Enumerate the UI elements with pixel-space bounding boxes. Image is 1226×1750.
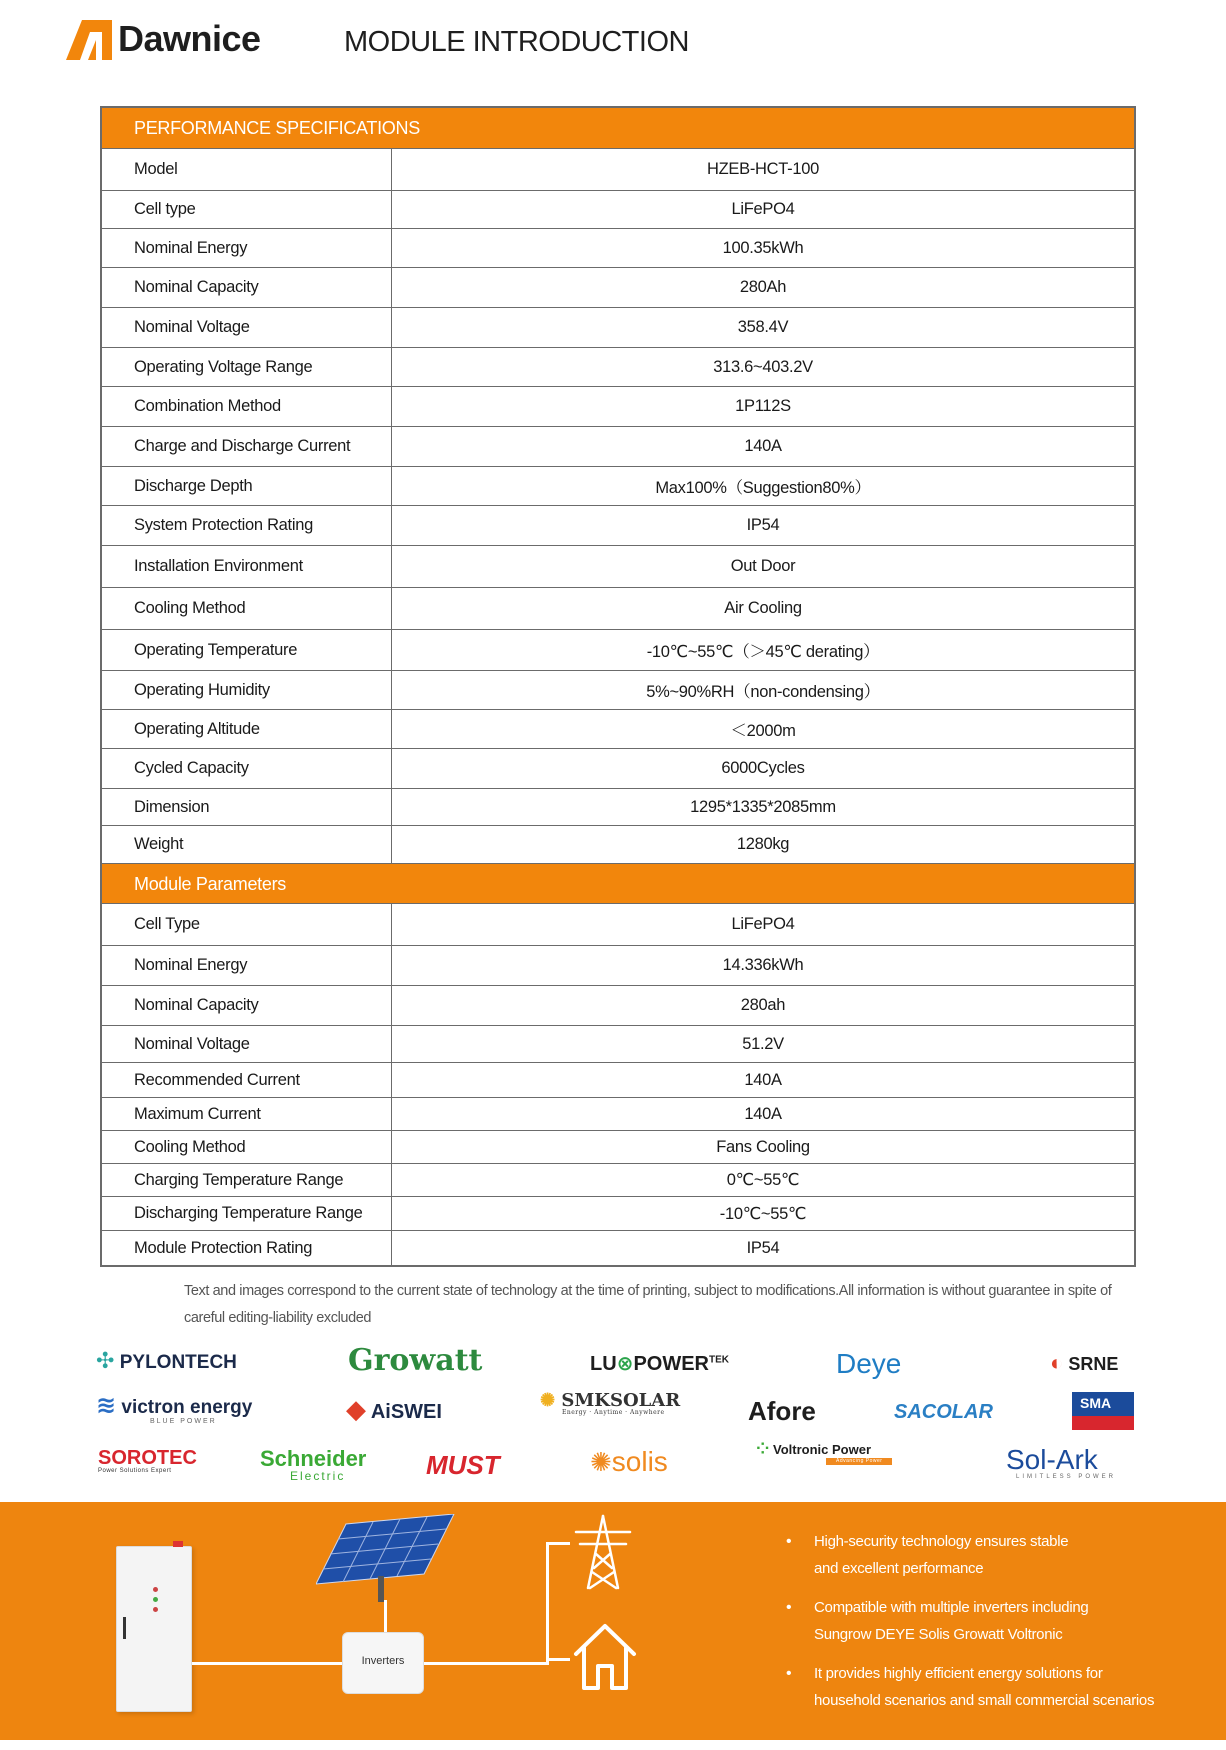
row-value: 1P112S [735,397,791,415]
smk-sun-icon: ✺ [540,1390,556,1411]
inverter-box: Inverters [342,1632,424,1694]
table-row [102,387,1134,427]
bullet-text: Sungrow DEYE Solis Growatt Voltronic [814,1626,1063,1643]
schneider-logo: Schneider Electric [260,1446,367,1483]
row-value: LiFePO4 [731,200,795,218]
row-value: IP54 [746,516,780,534]
wire-to-house [546,1658,570,1661]
solis-sun-icon: ✺ [590,1447,612,1477]
table-row [102,946,1134,986]
table-row [102,1063,1134,1098]
luxpower-x-icon: ⊗ [616,1353,634,1375]
row-value: 140A [744,1070,782,1089]
row-label: Dimension [102,789,392,825]
table-row [102,546,1134,588]
wire-bus-vertical [546,1542,549,1665]
row-label: Operating Temperature [102,630,392,670]
row-value: 0℃~55℃ [726,1171,800,1189]
bullet-text: household scenarios and small commercial scenarios [814,1692,1155,1709]
table-row [102,826,1134,863]
row-label: Nominal Voltage [102,308,392,347]
row-label: Cycled Capacity [102,749,392,788]
row-label: Discharging Temperature Range [102,1197,392,1230]
table-row [102,1131,1134,1164]
voltronic-logo: ⁘ Voltronic Power Advancing Power [756,1442,892,1465]
sma-stripe [1072,1416,1134,1430]
growatt-logo: Growatt [348,1343,483,1378]
smk-logo: ✺ SMKSOLAR Energy · Anytime · Anywhere [540,1390,681,1416]
row-value: 100.35kWh [722,238,804,257]
dawnice-logo-icon [66,20,112,60]
wire-inverter-bus [424,1662,548,1665]
table-row [102,1197,1134,1231]
row-label: Nominal Capacity [102,268,392,307]
row-value: 1280kg [736,835,790,853]
pylontech-logo: ✣ PYLONTECH [96,1348,237,1373]
page-title: MODULE INTRODUCTION [344,26,689,58]
row-value: IP54 [746,1238,780,1257]
bullet-text: • High-security technology ensures stable [814,1533,1069,1550]
row-value: 140A [744,1104,782,1123]
solis-logo: ✺solis [590,1446,668,1477]
sorotec-logo: SOROTEC Power Solutions Expert [98,1447,197,1474]
row-label: Combination Method [102,387,392,426]
row-value: HZEB-HCT-100 [707,160,819,178]
victron-wave-icon: ≋ [96,1392,117,1419]
pylontech-icon: ✣ [96,1348,115,1373]
row-label: Operating Altitude [102,710,392,748]
afore-logo: Afore [748,1396,816,1426]
row-label: Charge and Discharge Current [102,427,392,466]
table-row [102,149,1134,191]
row-label: Maximum Current [102,1098,392,1130]
row-value: 140A [744,437,782,455]
table-row [102,749,1134,789]
performance-heading: PERFORMANCE SPECIFICATIONS [102,108,1134,149]
table-row [102,348,1134,387]
voltronic-dots-icon: ⁘ [756,1441,770,1458]
row-label: Cell type [102,191,392,228]
row-label: Discharge Depth [102,467,392,505]
header [0,0,1226,90]
aiswei-icon: ◆ [346,1394,366,1424]
row-label: Cooling Method [102,1131,392,1163]
table-row [102,986,1134,1026]
power-pylon-icon [570,1514,636,1590]
row-value: Fans Cooling [716,1137,810,1156]
solark-logo: Sol-Ark LIMITLESS POWER [1006,1444,1117,1480]
table-row [102,1098,1134,1131]
table-row [102,467,1134,506]
wire-to-grid [546,1542,570,1545]
sma-logo: SMA [1072,1392,1134,1430]
table-row [102,229,1134,268]
table-row [102,789,1134,826]
wire-cabinet-inverter [192,1662,342,1665]
row-value: ＜2000m [730,722,796,740]
srne-icon: ◐ [1050,1350,1064,1375]
row-label: Weight [102,826,392,863]
row-value: 1295*1335*2085mm [690,797,836,816]
row-value: 280ah [740,996,786,1014]
partner-logos [0,1338,1226,1488]
row-value: 51.2V [742,1034,784,1053]
table-row [102,268,1134,308]
wire-panel-inverter [384,1600,387,1634]
module-heading: Module Parameters [102,863,1134,904]
row-label: Nominal Energy [102,229,392,267]
row-value: Max100%（Suggestion80%） [655,479,871,497]
table-row [102,308,1134,348]
row-label: Nominal Capacity [102,986,392,1025]
row-label: System Protection Rating [102,506,392,545]
aiswei-logo: ◆ AiSWEI [346,1394,442,1424]
row-label: Cooling Method [102,588,392,629]
solar-panel-icon [316,1514,456,1614]
feature-bullet [814,1594,1202,1648]
must-logo: MUST [426,1450,500,1480]
row-value: 280Ah [739,278,787,296]
row-label: Module Protection Rating [102,1231,392,1265]
srne-logo: ◐ SRNE [1050,1350,1119,1375]
brand-name: Dawnice [118,18,261,59]
row-value: 6000Cycles [721,759,805,777]
row-label: Cell Type [102,904,392,945]
row-value: -10℃~55℃（＞45℃ derating） [646,643,880,661]
bullet-text: and excellent performance [814,1560,984,1577]
row-value: LiFePO4 [731,915,795,933]
row-value: -10℃~55℃ [719,1204,807,1223]
row-label: Nominal Voltage [102,1026,392,1062]
feature-bullet [814,1528,1202,1582]
row-value: 358.4V [737,318,789,336]
table-row [102,506,1134,546]
table-row [102,427,1134,467]
module-rows [102,904,1134,1265]
battery-cabinet-image [116,1546,192,1712]
disclaimer: Text and images correspond to the current state of technology at the time of printing, subject to modifications.All information is without guarantee in spite of careful editing-liability excluded [184,1283,1112,1326]
table-row [102,671,1134,710]
row-label: Charging Temperature Range [102,1164,392,1196]
luxpower-logo: $LU\otimes POWER^{TEK}$ [590,1353,729,1375]
row-value: 5%~90%RH（non-condensing） [646,683,880,701]
house-icon [572,1622,638,1692]
row-label: Installation Environment [102,546,392,587]
table-row [102,1231,1134,1265]
victron-logo: ≋ victron energy BLUE POWER [96,1392,253,1425]
feature-bullet [814,1660,1202,1714]
performance-rows [102,149,1134,863]
row-label: Operating Voltage Range [102,348,392,386]
table-row [102,1026,1134,1063]
row-value: Out Door [730,557,796,575]
row-value: Air Cooling [724,599,802,617]
row-value: 14.336kWh [722,956,804,974]
row-label: Nominal Energy [102,946,392,985]
bullet-text: • It provides highly efficient energy solutions for [814,1665,1103,1682]
table-row [102,630,1134,671]
spec-table [100,106,1136,1267]
table-row [102,1164,1134,1197]
table-row [102,904,1134,946]
row-label: Model [102,149,392,190]
table-row [102,710,1134,749]
table-row [102,588,1134,630]
row-label: Recommended Current [102,1063,392,1097]
row-label: Operating Humidity [102,671,392,709]
row-value: 313.6~403.2V [713,357,813,376]
deye-logo: Deye [836,1348,902,1379]
sacolar-logo: SACOLAR [894,1401,993,1423]
bullet-text: • Compatible with multiple inverters including [814,1599,1089,1616]
feature-bullets [782,1528,1202,1726]
feature-band [0,1502,1226,1740]
table-row [102,191,1134,229]
